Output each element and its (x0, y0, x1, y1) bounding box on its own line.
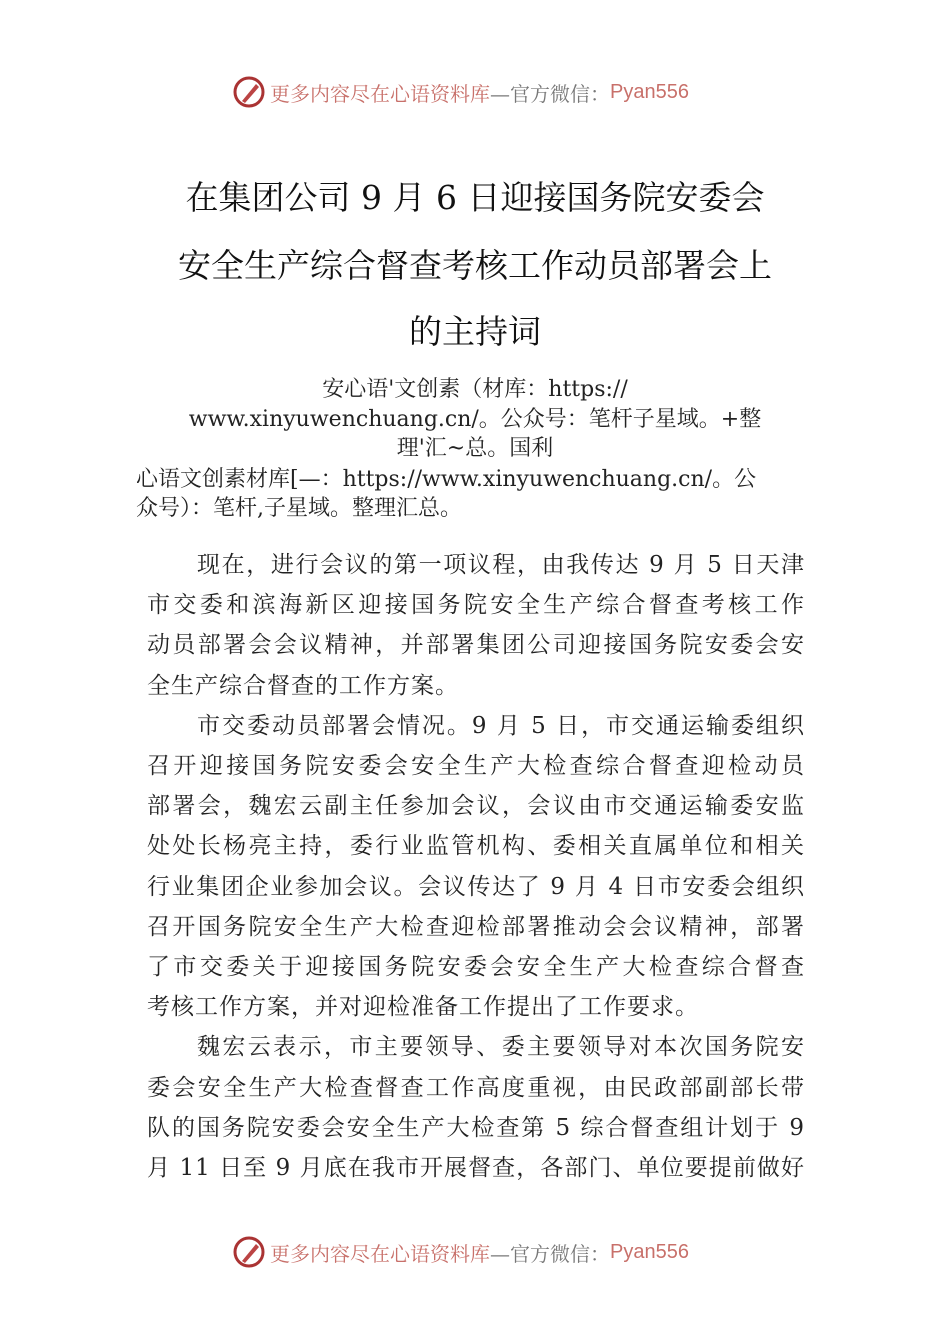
doc-title-line-3: 的主持词 (409, 312, 541, 351)
body-line: 召开迎接国务院安委会安全生产大检查综合督查迎检动员 (147, 753, 805, 779)
body-line: 市交委和滨海新区迎接国务院安全生产综合督查考核工作 (147, 592, 805, 619)
source-line: 众号）：笔杆,子星域。整理汇总。 (136, 496, 462, 521)
body-line: 处处长杨亮主持，委行业监管机构、委相关直属单位和相关 (147, 833, 805, 860)
body-line: 队的国务院安委会安全生产大检查第 5 综合督查组计划于 9 (147, 1114, 805, 1141)
pen-logo-icon (232, 75, 266, 109)
footer-watermark: 更多内容尽在心语资料库 —官方微信： Pyan556 (232, 1232, 732, 1272)
source-line: 安心语'文创素（材库：https:// (322, 377, 628, 402)
body-line: 动员部署会会议精神，并部署集团公司迎接国务院安委会安 (147, 632, 805, 659)
body-line: 部署会，魏宏云副主任参加会议，会议由市交通运输委安监 (147, 793, 805, 820)
body-line: 考核工作方案，并对迎检准备工作提出了工作要求。 (147, 994, 699, 1021)
doc-title-line-1: 在集团公司 9 月 6 日迎接国务院安委会 (185, 178, 765, 217)
source-line: 理'汇~总。国利 (396, 436, 554, 461)
body-line: 了市交委关于迎接国务院安委会安全生产大检查综合督查 (147, 954, 805, 980)
source-line: 心语文创素材库[—：https://www.xinyuwenchuang.cn/。公 (136, 467, 757, 492)
body-line: 召开国务院安全生产大检查迎检部署推动会会议精神，部署 (147, 913, 805, 940)
body-line: 月 11 日至 9 月底在我市开展督查，各部门、单位要提前做好 (147, 1155, 805, 1181)
body-line: 全生产综合督查的工作方案。 (147, 672, 459, 699)
body-line: 委会安全生产大检查督查工作高度重视，由民政部副部长带 (147, 1074, 805, 1101)
pen-logo-icon (232, 1235, 266, 1269)
header-watermark: 更多内容尽在心语资料库 —官方微信： Pyan556 (232, 72, 732, 112)
body-line: 魏宏云表示，市主要领导、委主要领导对本次国务院安 (197, 1034, 805, 1061)
body-line: 市交委动员部署会情况。9 月 5 日，市交通运输委组织 (197, 712, 805, 739)
doc-title-line-2: 安全生产综合督查考核工作动员部署会上 (178, 246, 772, 285)
body-line: 现在，进行会议的第一项议程，由我传达 9 月 5 日天津 (197, 552, 805, 578)
source-line: www.xinyuwenchuang.cn/。公众号：笔杆子星域。+整 (188, 407, 762, 432)
body-line: 行业集团企业参加会议。会议传达了 9 月 4 日市安委会组织 (147, 873, 805, 900)
